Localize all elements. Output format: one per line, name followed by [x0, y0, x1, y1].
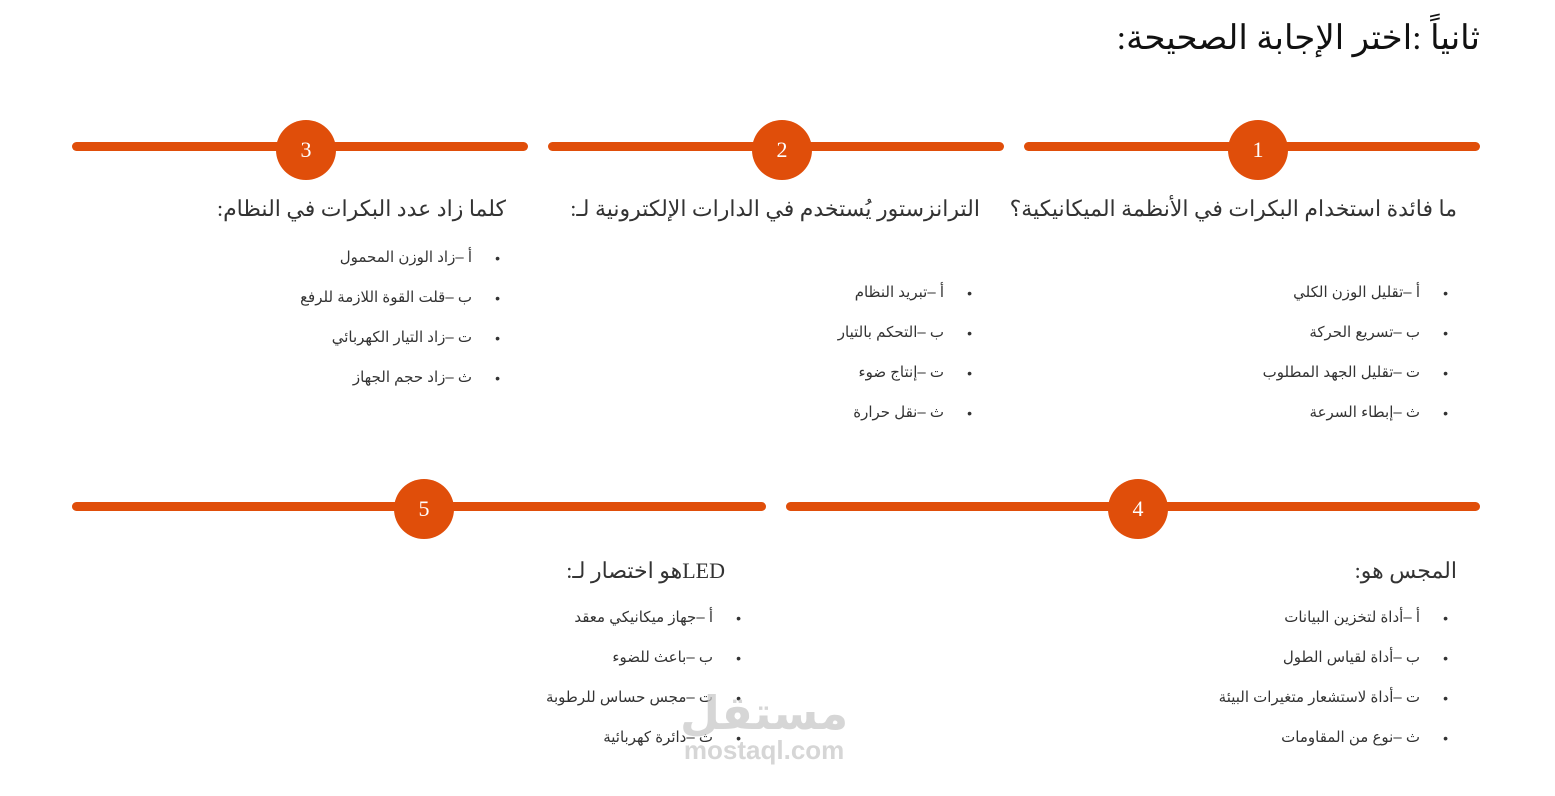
q3-question: كلما زاد عدد البكرات في النظام:	[216, 196, 506, 221]
q1-option-a[interactable]: • أ –تقليل الوزن الكلي	[1263, 273, 1448, 313]
q1-option-c[interactable]: • ت –تقليل الجهد المطلوب	[1263, 353, 1448, 393]
q5-option-c[interactable]: • ت –مجس حساس للرطوبة	[546, 678, 741, 718]
watermark-arabic: مستقل	[680, 687, 849, 739]
q3-option-a[interactable]: • أ –زاد الوزن المحمول	[300, 238, 500, 278]
q4-option-d[interactable]: • ث –نوع من المقاومات	[1219, 718, 1448, 758]
q5-question: LEDهو اختصار لـ:	[566, 558, 725, 583]
q2-option-d[interactable]: • ث –نقل حرارة	[838, 393, 972, 433]
q2-option-c[interactable]: • ت –إنتاج ضوء	[838, 353, 972, 393]
q4-option-c[interactable]: • ت –أداة لاستشعار متغيرات البيئة	[1219, 678, 1448, 718]
q1-question: ما فائدة استخدام البكرات في الأنظمة الميكانيكية؟	[1009, 196, 1457, 221]
q4-question: المجس هو:	[1354, 558, 1457, 583]
q5-options	[546, 598, 741, 758]
q1-number-badge: 1	[1228, 120, 1288, 180]
watermark-latin: mostaql.com	[683, 735, 845, 765]
q4-option-a[interactable]: • أ –أداة لتخزين البيانات	[1219, 598, 1448, 638]
q5-number-badge: 5	[394, 479, 454, 539]
q3-number-badge: 3	[276, 120, 336, 180]
q1-option-b[interactable]: • ب –تسريع الحركة	[1263, 313, 1448, 353]
q3-option-d[interactable]: • ث –زاد حجم الجهاز	[300, 358, 500, 398]
q4-number-badge: 4	[1108, 479, 1168, 539]
q4-option-b[interactable]: • ب –أداة لقياس الطول	[1219, 638, 1448, 678]
q5-option-b[interactable]: • ب –باعث للضوء	[546, 638, 741, 678]
q1-option-d[interactable]: • ث –إبطاء السرعة	[1263, 393, 1448, 433]
q2-number-badge: 2	[752, 120, 812, 180]
page-title: ثانياً :اختر الإجابة الصحيحة:	[1116, 20, 1480, 57]
q2-question: الترانزستور يُستخدم في الدارات الإلكترونية لـ:	[570, 196, 980, 221]
q5-option-d[interactable]: • ث –دائرة كهربائية	[546, 718, 741, 758]
q3-options	[300, 238, 500, 398]
q1-options	[1263, 273, 1448, 433]
q3-option-c[interactable]: • ت –زاد التيار الكهربائي	[300, 318, 500, 358]
q4-options	[1219, 598, 1448, 758]
q2-option-b[interactable]: • ب –التحكم بالتيار	[838, 313, 972, 353]
q5-option-a[interactable]: • أ –جهاز ميكانيكي معقد	[546, 598, 741, 638]
q2-option-a[interactable]: • أ –تبريد النظام	[838, 273, 972, 313]
q3-option-b[interactable]: • ب –قلت القوة اللازمة للرفع	[300, 278, 500, 318]
q2-options	[838, 273, 972, 433]
